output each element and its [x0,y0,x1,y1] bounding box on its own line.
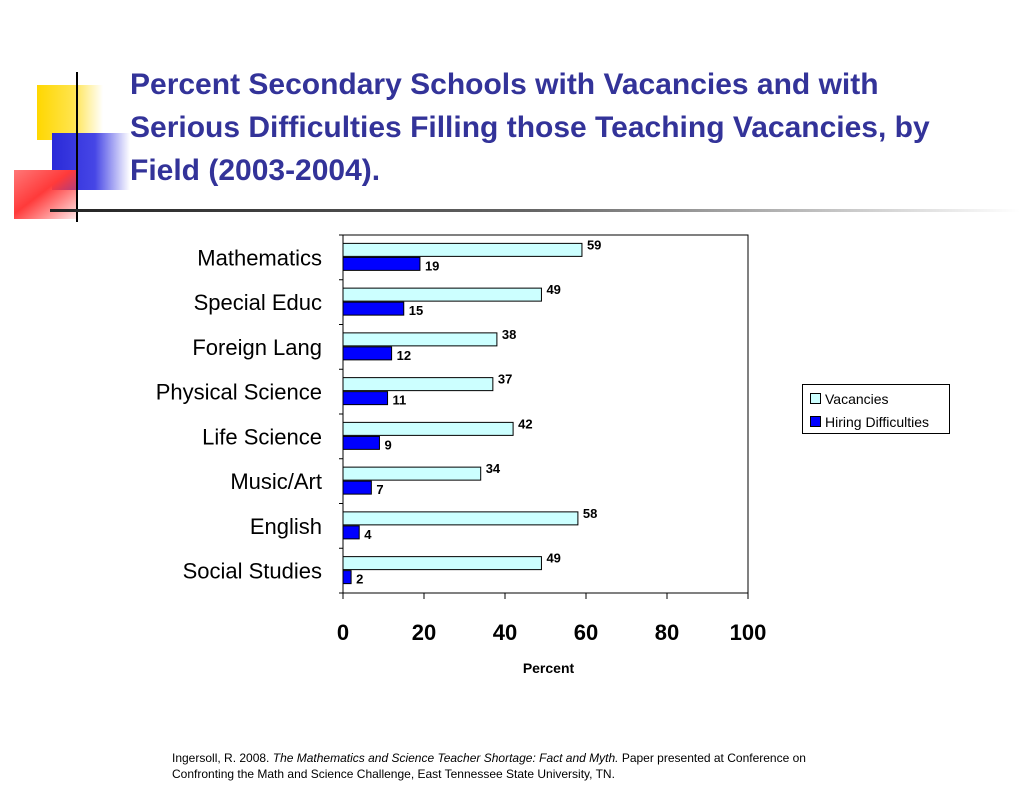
data-label-vacancies-mathematics: 59 [586,237,602,253]
bar-hiring-difficulties-mathematics [343,257,420,270]
data-label-vacancies-physical-science: 37 [497,371,513,387]
legend-item-vacancies [810,390,889,408]
chart-legend [802,384,950,434]
legend-label-hiring-difficulties: Hiring Difficulties [825,414,929,430]
bar-hiring-difficulties-music-art [343,481,371,494]
x-tick-label-0: 0 [336,620,350,645]
bar-hiring-difficulties-english [343,526,359,539]
legend-label-vacancies: Vacancies [825,391,889,407]
bar-vacancies-special-educ [343,288,541,301]
category-label-special-educ: Special Educ [193,290,322,316]
data-label-hiring-difficulties-special-educ: 15 [408,303,424,319]
legend-item-hiring-difficulties [810,413,929,431]
data-label-vacancies-life-science: 42 [518,416,533,432]
citation [172,750,852,782]
bar-hiring-difficulties-special-educ [343,302,404,315]
bar-hiring-difficulties-foreign-lang [343,347,392,360]
category-label-physical-science: Physical Science [155,379,322,405]
category-label-social-studies: Social Studies [182,558,322,584]
data-label-hiring-difficulties-music-art: 7 [376,482,384,498]
data-label-hiring-difficulties-foreign-lang: 12 [396,347,412,363]
category-label-life-science: Life Science [202,424,322,450]
legend-swatch-hiring-difficulties [810,416,821,427]
bar-hiring-difficulties-physical-science [343,392,388,405]
data-label-vacancies-social-studies: 49 [546,550,561,566]
category-label-foreign-lang: Foreign Lang [192,334,322,360]
category-label-mathematics: Mathematics [197,245,322,271]
bar-vacancies-physical-science [343,378,493,391]
bar-hiring-difficulties-social-studies [343,571,351,584]
x-tick-label-20: 20 [411,620,437,645]
bar-vacancies-mathematics [343,243,582,256]
category-label-music-art: Music/Art [230,469,322,495]
x-tick-label-60: 60 [573,620,599,645]
bar-vacancies-music-art [343,467,481,480]
data-label-vacancies-special-educ: 49 [546,282,561,298]
data-label-hiring-difficulties-mathematics: 19 [424,258,440,274]
x-tick-label-40: 40 [492,620,518,645]
legend-swatch-vacancies [810,393,821,404]
bar-hiring-difficulties-life-science [343,436,379,449]
citation-details: Paper presented at Conference on Confronting the Math and Science Challenge, East Tennessee State University, TN. [172,751,806,781]
slide-title: Percent Secondary Schools with Vacancies and with Serious Difficulties Filling those Teaching Vacancies, by Field (2003-2004). [130,68,930,187]
category-label-english: English [249,513,322,539]
data-label-hiring-difficulties-english: 4 [364,526,372,542]
bar-vacancies-life-science [343,422,513,435]
bar-vacancies-english [343,512,578,525]
citation-author: Ingersoll, R. 2008. [172,751,273,765]
data-label-hiring-difficulties-social-studies: 2 [356,571,364,587]
data-label-hiring-difficulties-physical-science: 11 [392,392,407,408]
data-label-vacancies-english: 58 [582,505,598,521]
citation-work-title: The Mathematics and Science Teacher Shortage: Fact and Myth. [272,751,619,765]
bar-vacancies-social-studies [343,557,541,570]
x-axis-title: Percent [522,660,575,676]
bar-vacancies-foreign-lang [343,333,497,346]
data-label-vacancies-music-art: 34 [485,461,501,477]
data-label-hiring-difficulties-life-science: 9 [384,437,392,453]
x-tick-label-100: 100 [729,620,767,645]
x-tick-label-80: 80 [654,620,680,645]
data-label-vacancies-foreign-lang: 38 [501,326,517,342]
